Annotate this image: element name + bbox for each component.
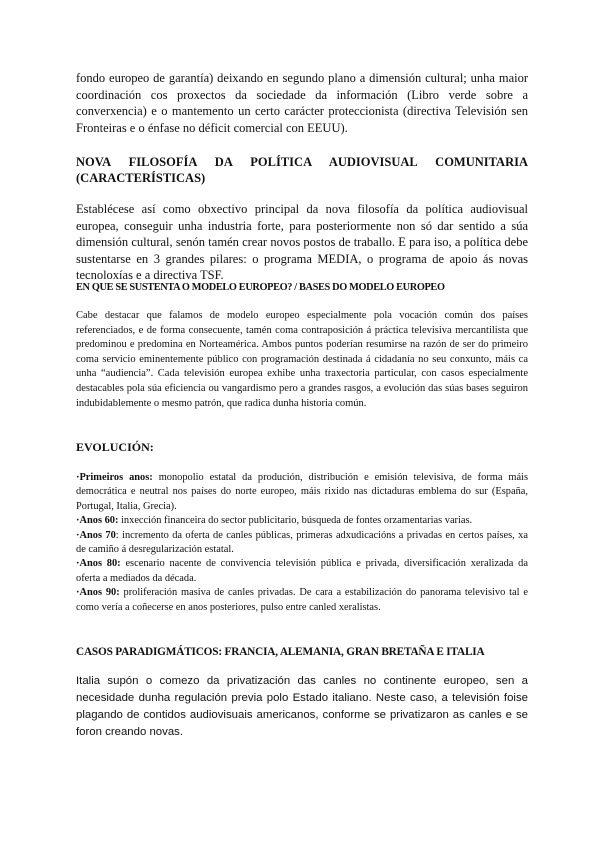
evolucion-item-anos-90 [76,586,528,615]
evolucion-text: monopolio estatal da produción, distribución e emisión televisiva, de forma máis democrática e neutral nos países do norte europeo, máis rixido nas dictaduras emblema do sur (España, Portugal, Italia, Grecia). [76,472,528,512]
evolucion-item-anos-60 [76,514,528,528]
heading-casos-paradigmaticos: CASOS PARADIGMÁTICOS: FRANCIA, ALEMANIA, GRAN BRETAÑA E ITALIA [76,646,485,658]
modelo-paragraph: Cabe destacar que falamos de modelo europeo especialmente pola vocación común dos países referenciados, e de forma consecuente, tamén coma contraposición á práctica televisiva mercantilista que predominou e predomina en Norteamérica. Ambos puntos poderían resumirse na razón de ser do primeiro coma servicio eminentemente público con programación destinada á cidadanía no seu conxunto, máis ca unha “audiencia”. Cada televisión europea exhibe unha traxectoria particular, con casos especialmente destacables pola súa eficiencia ou vangardismo pero a grandes rasgos, a evolución das súas bases seguiron indubidablemente o mesmo patrón, que radica dunha historia común. [76,310,528,409]
heading-nova-filosofia-line2: (CARACTERÍSTICAS) [76,171,206,185]
evolucion-label: ·Anos 70 [76,529,116,541]
evolucion-label: ·Anos 90: [76,587,120,599]
evolucion-item-anos-80 [76,557,528,586]
evolucion-text: proliferación masiva de canles privadas. De cara a estabilización do panorama televisivo tal e como vería a coñecerse en anos posteriores, pulso entre canled xeralistas. [76,587,528,613]
evolucion-list [76,471,528,615]
evolucion-label: ·Anos 60: [76,515,119,527]
intro-paragraph: fondo europeo de garantía) deixando en segundo plano a dimensión cultural; unha maior coordinación cos proxectos da sociedade da información (Libro verde sobre a converxencia) e o mantemento un certo carácter proteccionista (directiva Televisión sen Fronteiras e o énfase no déficit comercial con EEUU). [76,71,528,135]
heading-nova-filosofia [76,154,528,186]
evolucion-label: ·Anos 80: [76,558,121,570]
heading-evolucion: EVOLUCIÓN: [76,440,154,454]
casos-paragraph: Italia supón o comezo da privatización das canles no continente europeo, sen a necesidade dunha regulación previa polo Estado italiano. Neste caso, a televisión foise plagando de contidos audiovisuais americanos, conforme se privatizaron as canles e se foron creando novas. [76,675,528,738]
filosofia-paragraph: Establécese así como obxectivo principal da nova filosofía da política audiovisual europea, conseguir unha industria forte, para posteriormente non só dar sentido a súa dimensión cultural, senón tamén crear novos postos de traballo. E para iso, a política debe sustentarse en 3 grandes pilares: o programa MEDIA, o programa de apoio ás novas tecnoloxías e a directiva TSF. [76,202,528,282]
heading-modelo-europeo: EN QUE SE SUSTENTA O MODELO EUROPEO? / BASES DO MODELO EUROPEO [76,282,445,293]
evolucion-item-anos-70 [76,529,528,558]
evolucion-text: escenario nacente de convivencia televisión pública e privada, diversificación xeralizada da oferta a mediados da década. [76,558,528,584]
evolucion-text: inxección financeira do sector publicitario, búsqueda de fontes orzamentarias varias. [118,515,473,527]
heading-nova-filosofia-line1: NOVA FILOSOFÍA DA POLÍTICA AUDIOVISUAL COMUNITARIA [76,155,528,169]
evolucion-label: ·Primeiros anos: [76,472,153,483]
evolucion-text: : incremento da oferta de canles públicas, primeras adxudicacións a privadas en certos países, xa de camiño á desregularización estatal. [76,529,528,556]
evolucion-item-primeiros-anos [76,471,528,514]
